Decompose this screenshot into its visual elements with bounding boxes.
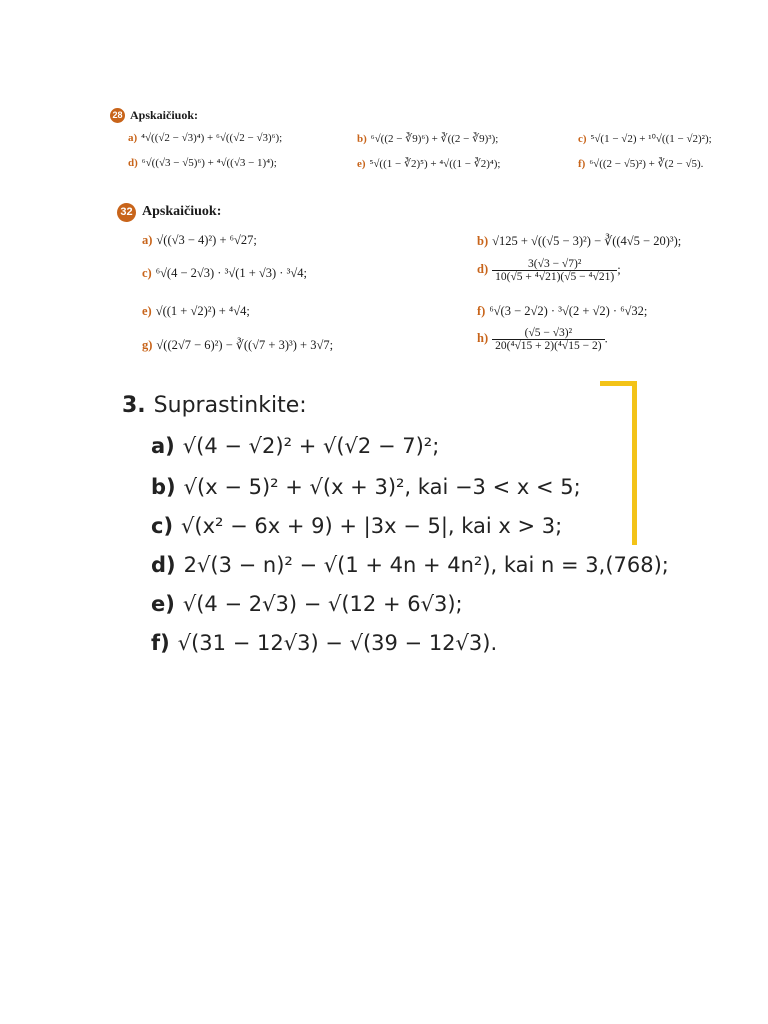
exercise-tail: ; bbox=[617, 262, 621, 277]
exercise-3a bbox=[151, 434, 439, 458]
exercise-label: f) bbox=[578, 158, 586, 170]
exercise-28c bbox=[578, 132, 712, 145]
exercise-label: a) bbox=[151, 434, 175, 458]
exercise-expr: √(31 − 12√3) − √(39 − 12√3). bbox=[177, 631, 498, 655]
highlight-bracket-side bbox=[632, 381, 637, 545]
exercise-label: d) bbox=[128, 157, 138, 169]
exercise-expr: ⁵√((1 − ∛2)⁵) + ⁴√((1 − ∛2)⁴); bbox=[369, 158, 501, 170]
exercise-28b bbox=[357, 132, 498, 145]
exercise-label: f) bbox=[151, 631, 170, 655]
exercise-label: h) bbox=[477, 331, 489, 346]
exercise-28f bbox=[578, 157, 703, 170]
exercise-32d bbox=[477, 258, 621, 283]
exercise-32e bbox=[142, 304, 250, 319]
exercise-label: b) bbox=[477, 234, 489, 248]
fraction-denominator: 20(⁴√15 + 2)(⁴√15 − 2) bbox=[495, 340, 602, 352]
exercise-label: d) bbox=[477, 262, 489, 277]
exercise-3d bbox=[151, 553, 669, 577]
exercise-label: a) bbox=[128, 132, 138, 144]
exercise-expr: √(x − 5)² + √(x + 3)², kai −3 < x < 5; bbox=[183, 475, 581, 499]
exercise-28d bbox=[128, 157, 277, 169]
fraction-denominator: 10(√5 + ⁴√21)(√5 − ⁴√21) bbox=[495, 271, 615, 283]
exercise-32b bbox=[477, 233, 681, 249]
fraction-numerator: (√5 − √3)² bbox=[492, 327, 604, 340]
exercise-tail: . bbox=[604, 331, 608, 346]
exercise-expr: ⁶√((2 − √5)²) + ∛(2 − √5). bbox=[589, 158, 704, 170]
exercise-label: a) bbox=[142, 233, 153, 247]
section-28-badge: 28 bbox=[110, 108, 125, 123]
exercise-label: e) bbox=[357, 158, 366, 170]
exercise-32a bbox=[142, 233, 257, 248]
fraction bbox=[492, 327, 604, 352]
exercise-label: c) bbox=[578, 133, 587, 145]
exercise-expr: ⁶√((√3 − √5)⁶) + ⁴√((√3 − 1)⁴); bbox=[141, 157, 277, 169]
exercise-expr: ⁵√(1 − √2) + ¹⁰√((1 − √2)²); bbox=[590, 133, 712, 145]
exercise-32f bbox=[477, 304, 647, 319]
exercise-3b bbox=[151, 475, 581, 499]
exercise-label: b) bbox=[151, 475, 176, 499]
exercise-label: b) bbox=[357, 133, 367, 145]
section-28-title: Apskaičiuok: bbox=[130, 108, 199, 122]
exercise-expr: ⁶√(4 − 2√3) · ³√(1 + √3) · ³√4; bbox=[155, 266, 307, 280]
exercise-expr: 2√(3 − n)² − √(1 + 4n + 4n²), kai n = 3,(768); bbox=[183, 553, 669, 577]
exercise-expr: √((2√7 − 6)²) − ∛((√7 + 3)³) + 3√7; bbox=[156, 338, 334, 352]
exercise-label: f) bbox=[477, 304, 486, 318]
exercise-expr: ⁶√((2 − ∛9)⁶) + ∛((2 − ∛9)³); bbox=[370, 133, 499, 145]
section-3-title: Suprastinkite: bbox=[153, 393, 307, 418]
exercise-28e bbox=[357, 157, 500, 170]
exercise-expr: ⁶√(3 − 2√2) · ³√(2 + √2) · ⁶√32; bbox=[489, 304, 648, 318]
exercise-3c bbox=[151, 514, 562, 538]
exercise-32g bbox=[142, 337, 333, 353]
exercise-expr: √(4 − √2)² + √(√2 − 7)²; bbox=[182, 434, 440, 458]
section-3-heading bbox=[122, 393, 307, 418]
exercise-3e bbox=[151, 592, 463, 616]
exercise-expr: ⁴√((√2 − √3)⁴) + ⁶√((√2 − √3)⁶); bbox=[141, 132, 283, 144]
exercise-expr: √((√3 − 4)²) + ⁶√27; bbox=[156, 233, 257, 247]
exercise-expr: √(4 − 2√3) − √(12 + 6√3); bbox=[182, 592, 463, 616]
fraction-numerator: 3(√3 − √7)² bbox=[492, 258, 617, 271]
fraction bbox=[492, 258, 617, 283]
exercise-expr: √((1 + √2)²) + ⁴√4; bbox=[155, 304, 250, 318]
section-3-number: 3. bbox=[122, 393, 146, 418]
exercise-label: c) bbox=[142, 266, 152, 280]
exercise-expr: √125 + √((√5 − 3)²) − ∛((4√5 − 20)³); bbox=[492, 234, 682, 248]
exercise-28a bbox=[128, 132, 282, 144]
exercise-label: e) bbox=[151, 592, 175, 616]
exercise-32c bbox=[142, 266, 307, 281]
exercise-label: g) bbox=[142, 338, 153, 352]
exercise-32h bbox=[477, 327, 608, 352]
exercise-label: c) bbox=[151, 514, 174, 538]
exercise-3f bbox=[151, 631, 497, 655]
exercise-expr: √(x² − 6x + 9) + |3x − 5|, kai x > 3; bbox=[181, 514, 563, 538]
section-32-badge: 32 bbox=[117, 203, 136, 222]
exercise-label: d) bbox=[151, 553, 176, 577]
section-32-title: Apskaičiuok: bbox=[142, 204, 222, 219]
exercise-label: e) bbox=[142, 304, 152, 318]
